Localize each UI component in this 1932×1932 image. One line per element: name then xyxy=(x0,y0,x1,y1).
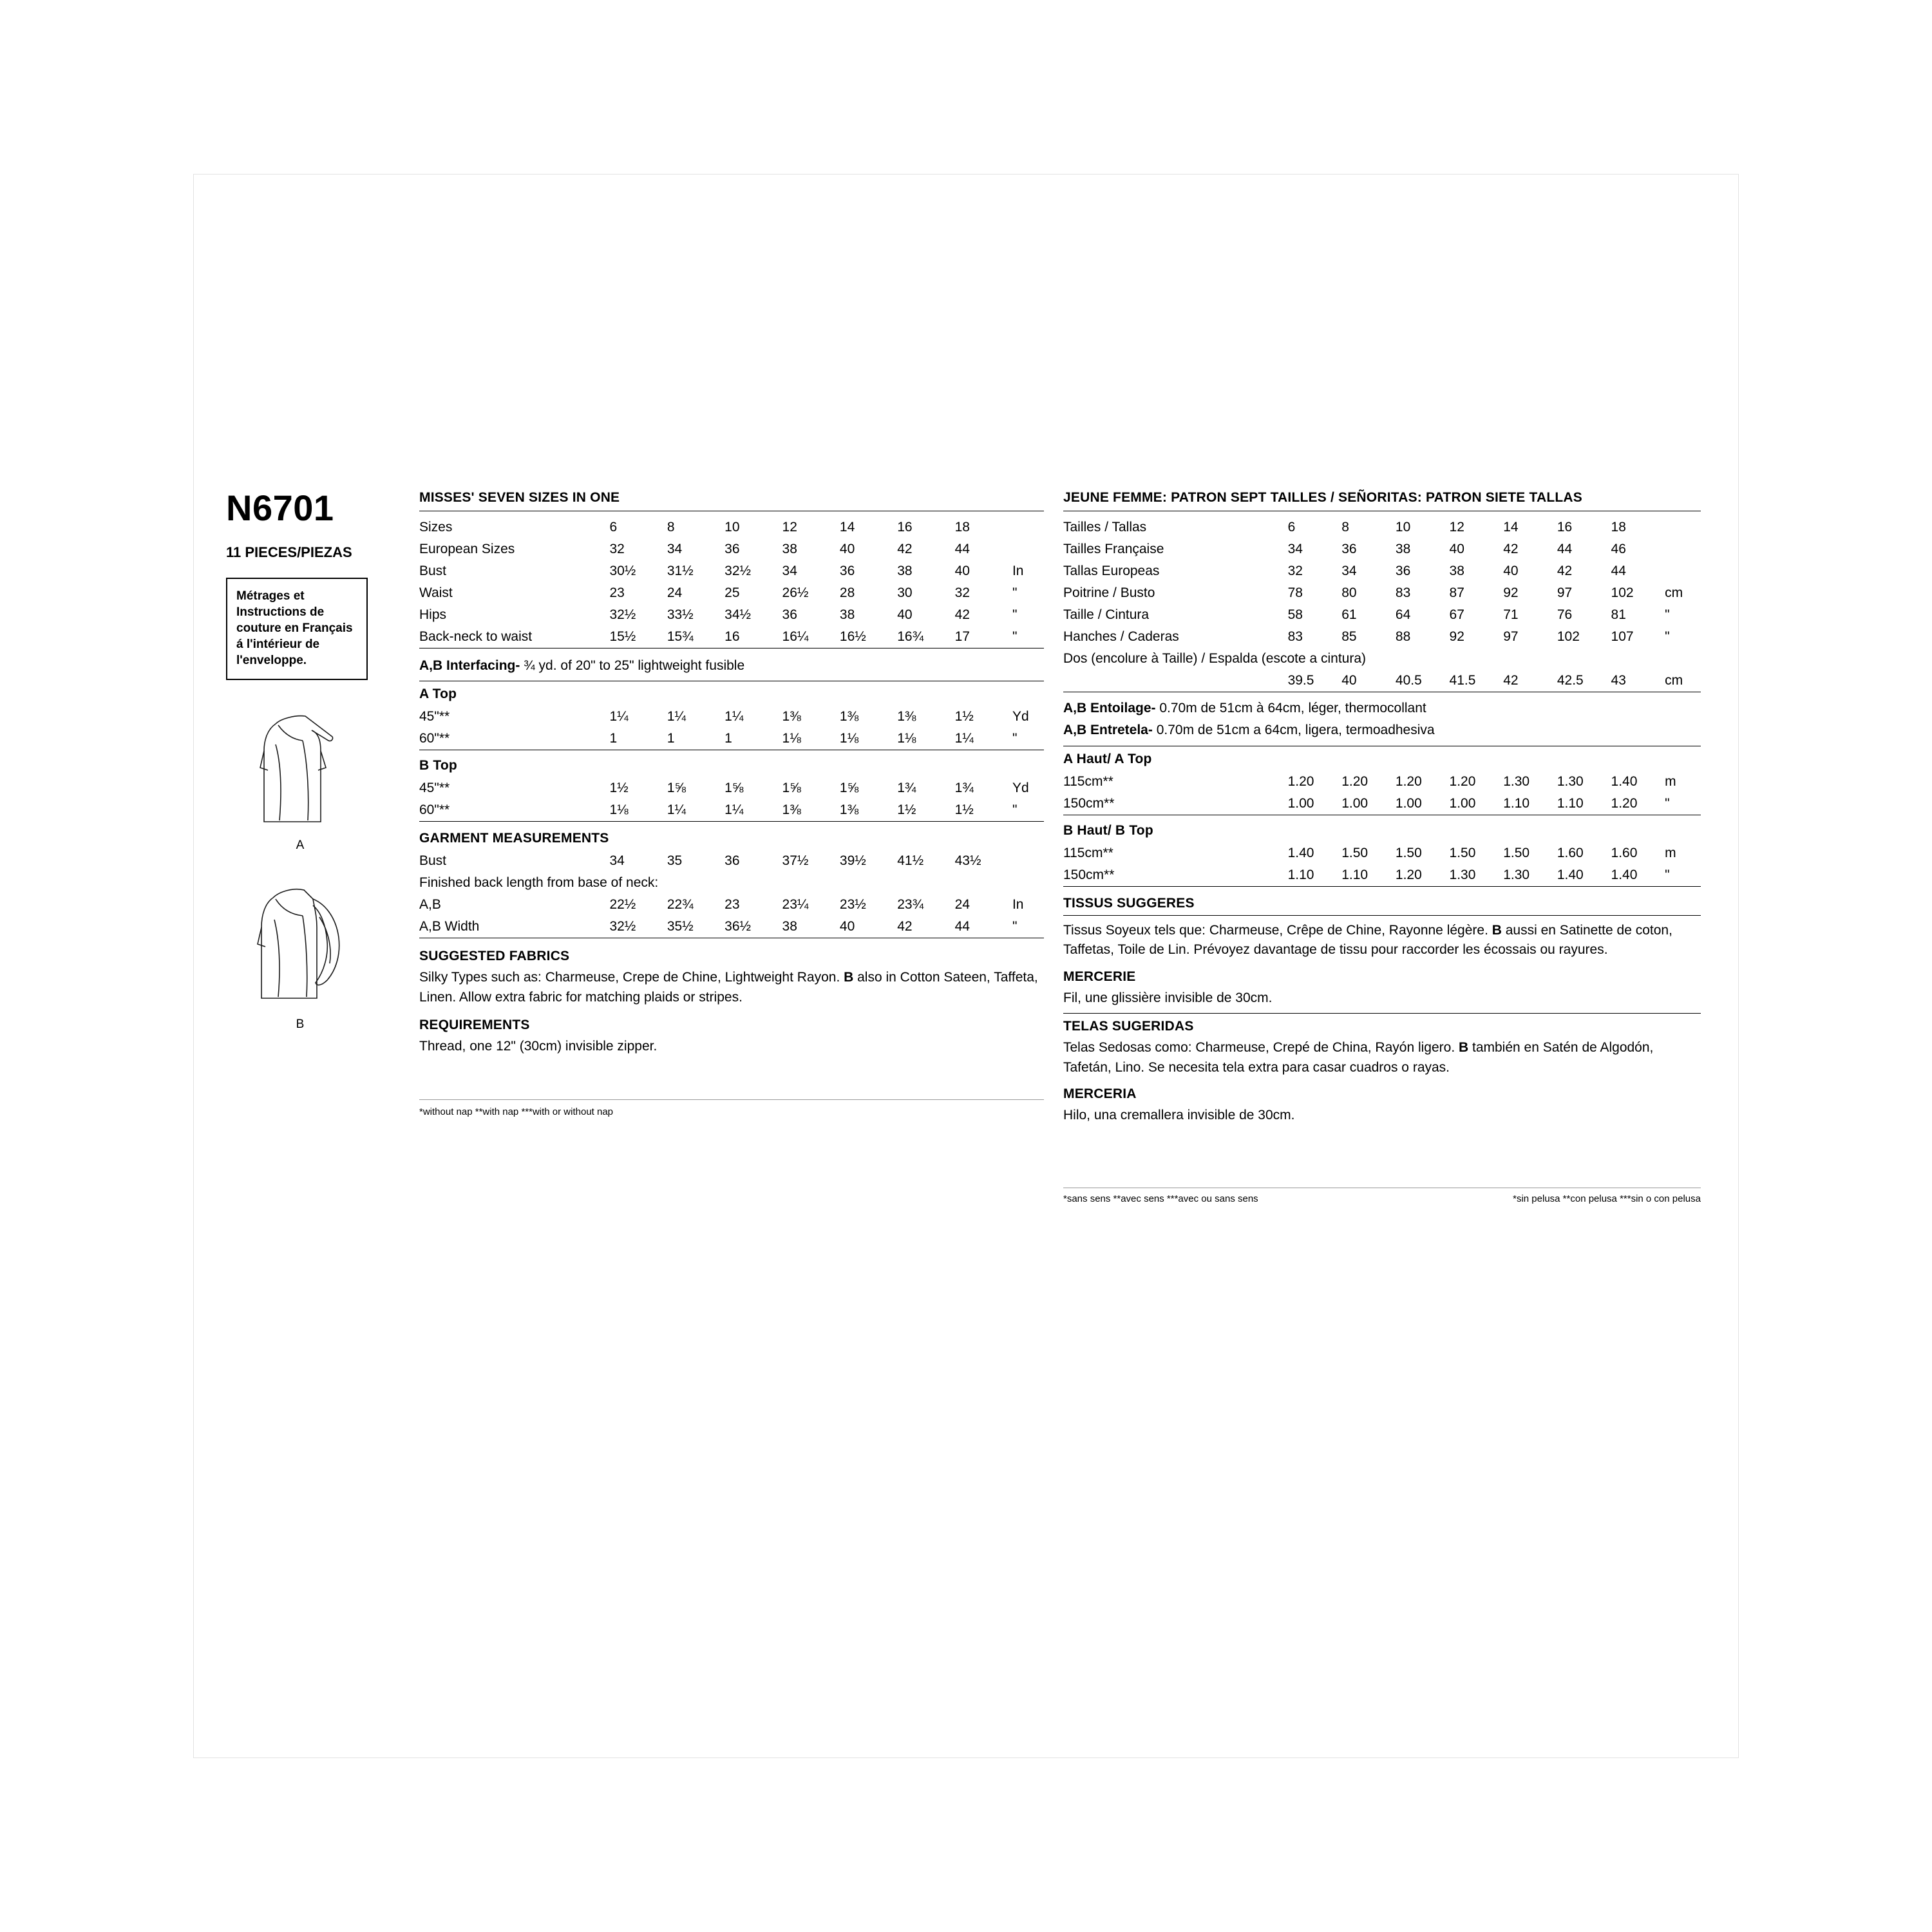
table-row: 150cm** 1.00 1.00 1.00 1.00 1.10 1.10 1.20 " xyxy=(1063,793,1701,815)
interfacing-value: ¾ yd. of 20" to 25" lightweight fusible xyxy=(520,658,745,673)
page-title: N6701 xyxy=(226,488,334,528)
table-row: European Sizes 32 34 36 38 40 42 44 xyxy=(419,538,1044,560)
b-haut-heading: B Haut/ B Top xyxy=(1063,822,1153,838)
row-label: European Sizes xyxy=(419,542,515,556)
suggested-fabrics-heading: SUGGESTED FABRICS xyxy=(419,949,570,964)
row-label: 150cm** xyxy=(1063,864,1288,887)
row-label: 45"** xyxy=(419,781,450,796)
table-row: 45"** 1¼ 1¼ 1¼ 1⅜ 1⅜ 1⅜ 1½ Yd xyxy=(419,706,1044,728)
mercerie-heading: MERCERIE xyxy=(1063,969,1136,984)
b-top-heading: B Top xyxy=(419,758,457,773)
garment-measurements-heading: GARMENT MEASUREMENTS xyxy=(419,831,609,846)
table-row: 115cm** 1.20 1.20 1.20 1.20 1.30 1.30 1.40 m xyxy=(1063,771,1701,793)
row-label: Bust xyxy=(419,853,447,869)
table-row: Hips 32½ 33½ 34½ 36 38 40 42 " xyxy=(419,604,1044,626)
telas-text: Telas Sedosas como: Charmeuse, Crepé de China, Rayón ligero. B también en Satén de Algodón, Tafetán, Lino. Se necesita tela extra para casar cuadros o rayas. xyxy=(1063,1040,1654,1075)
table-row: 60"** 1 1 1 1⅛ 1⅛ 1⅛ 1¼ " xyxy=(419,728,1044,750)
right-column-multilingual xyxy=(1063,490,1701,1204)
table-row: Taille / Cintura 58 61 64 67 71 76 81 " xyxy=(1063,604,1701,626)
table-row: Tallas Europeas 32 34 36 38 40 42 44 xyxy=(1063,560,1701,582)
finished-length-note: Finished back length from base of neck: xyxy=(419,875,659,891)
interfacing-label: A,B Interfacing- xyxy=(419,658,520,673)
garment-a-illustration xyxy=(236,706,365,835)
row-label: A,B xyxy=(419,897,441,913)
table-row: 39.5 40 40.5 41.5 42 42.5 43 cm xyxy=(1063,670,1701,692)
table-row xyxy=(1063,648,1701,670)
row-label: Hanches / Caderas xyxy=(1063,629,1179,644)
garment-measurements-table xyxy=(419,850,1044,938)
a-haut-heading: A Haut/ A Top xyxy=(1063,751,1152,766)
table-row: Tailles / Tallas 6 8 10 12 14 16 18 xyxy=(1063,516,1701,538)
spanish-footnote: *sin pelusa **con pelusa ***sin o con pelusa xyxy=(1513,1193,1701,1204)
middle-column-english xyxy=(419,490,1063,1119)
row-label: Sizes xyxy=(419,520,453,535)
requirements-heading: REQUIREMENTS xyxy=(419,1018,530,1033)
french-instructions-box: Métrages et Instructions de couture en Français á l'intérieur de l'enveloppe. xyxy=(226,578,368,680)
table-row xyxy=(419,872,1044,894)
mercerie-text: Fil, une glissière invisible de 30cm. xyxy=(1063,990,1273,1005)
table-row: Hanches / Caderas 83 85 88 92 97 102 107 " xyxy=(1063,626,1701,648)
row-label: Tallas Europeas xyxy=(1063,564,1160,578)
a-top-yardage-table xyxy=(419,706,1044,750)
table-row: 45"** 1½ 1⅝ 1⅝ 1⅝ 1⅝ 1¾ 1¾ Yd xyxy=(419,777,1044,799)
table-row: Waist 23 24 25 26½ 28 30 32 " xyxy=(419,582,1044,604)
row-label: 115cm** xyxy=(1063,845,1113,860)
metric-size-table xyxy=(1063,516,1701,692)
table-row: Bust 34 35 36 37½ 39½ 41½ 43½ xyxy=(419,850,1044,872)
row-label: A,B Width xyxy=(419,916,609,938)
row-label: Poitrine / Busto xyxy=(1063,585,1155,600)
a-haut-metrage-table xyxy=(1063,771,1701,815)
figure-a xyxy=(226,706,374,853)
table-row: Bust 30½ 31½ 32½ 34 36 38 40 In xyxy=(419,560,1044,582)
pieces-count: 11 PIECES/PIEZAS xyxy=(226,544,352,560)
figure-a-caption: A xyxy=(296,838,305,853)
row-label: Tailles Française xyxy=(1063,542,1164,556)
table-row: Poitrine / Busto 78 80 83 87 92 97 102 cm xyxy=(1063,582,1701,604)
interfacing-line xyxy=(419,656,1044,676)
english-heading: MISSES' SEVEN SIZES IN ONE xyxy=(419,490,620,505)
row-label: 60"** xyxy=(419,799,609,822)
table-row: Sizes 6 8 10 12 14 16 18 xyxy=(419,516,1044,538)
row-label: 45"** xyxy=(419,709,450,724)
entoilage-line: A,B Entoilage- 0.70m de 51cm à 64cm, léger, thermocollant xyxy=(1063,701,1426,715)
requirements-text: Thread, one 12" (30cm) invisible zipper. xyxy=(419,1039,658,1054)
row-label: 115cm** xyxy=(1063,773,1113,789)
b-haut-metrage-table xyxy=(1063,842,1701,887)
a-top-heading: A Top xyxy=(419,687,457,702)
row-label: Waist xyxy=(419,585,453,600)
table-row: 60"** 1⅛ 1¼ 1¼ 1⅜ 1⅜ 1½ 1½ " xyxy=(419,799,1044,822)
row-label: Back-neck to waist xyxy=(419,626,609,649)
english-footnote: *without nap **with nap ***with or without nap xyxy=(419,1106,614,1117)
content-area xyxy=(226,490,1707,1204)
row-label: Bust xyxy=(419,564,447,578)
figure-b-caption: B xyxy=(296,1018,305,1032)
table-row: Tailles Française 34 36 38 40 42 44 46 xyxy=(1063,538,1701,560)
english-size-table xyxy=(419,516,1044,649)
merceria-heading: MERCERIA xyxy=(1063,1086,1137,1102)
telas-heading: TELAS SUGERIDAS xyxy=(1063,1019,1194,1034)
suggested-fabrics-text: Silky Types such as: Charmeuse, Crepe de Chine, Lightweight Rayon. B also in Cotton Sateen, Taffeta, Linen. Allow extra fabric for matching plaids or stripes. xyxy=(419,970,1038,1005)
table-row: A,B Width 32½ 35½ 36½ 38 40 42 44 " xyxy=(419,916,1044,938)
left-column xyxy=(226,490,419,1032)
multilingual-footnotes xyxy=(1063,1193,1701,1204)
entretela-line: A,B Entretela- 0.70m de 51cm a 64cm, ligera, termoadhesiva xyxy=(1063,723,1435,738)
multilingual-heading: JEUNE FEMME: PATRON SEPT TAILLES / SEÑORITAS: PATRON SIETE TALLAS xyxy=(1063,490,1582,505)
row-label: Hips xyxy=(419,607,447,622)
row-label: 150cm** xyxy=(1063,793,1288,815)
row-label: Tailles / Tallas xyxy=(1063,520,1147,535)
figure-b xyxy=(226,878,374,1032)
row-label: 60"** xyxy=(419,728,609,750)
back-length-note: Dos (encolure à Taille) / Espalda (escote a cintura) xyxy=(1063,651,1367,666)
table-row: A,B 22½ 22¾ 23 23¼ 23½ 23¾ 24 In xyxy=(419,894,1044,916)
pattern-envelope-back xyxy=(193,174,1739,1758)
table-row: 115cm** 1.40 1.50 1.50 1.50 1.50 1.60 1.60 m xyxy=(1063,842,1701,864)
b-top-yardage-table xyxy=(419,777,1044,822)
merceria-text: Hilo, una cremallera invisible de 30cm. xyxy=(1063,1108,1295,1123)
table-row: 150cm** 1.10 1.10 1.20 1.30 1.30 1.40 1.40 " xyxy=(1063,864,1701,887)
tissus-heading: TISSUS SUGGERES xyxy=(1063,895,1195,911)
row-label: Taille / Cintura xyxy=(1063,607,1150,622)
tissus-text: Tissus Soyeux tels que: Charmeuse, Crêpe de Chine, Rayonne légère. B aussi en Satinette de coton, Taffetas, Toile de Lin. Prévoyez davantage de tissu pour raccorder les écossais ou rayures. xyxy=(1063,922,1672,958)
french-footnote: *sans sens **avec sens ***avec ou sans sens xyxy=(1063,1193,1258,1204)
table-row: Back-neck to waist 15½ 15¾ 16 16¼ 16½ 16¾ 17 " xyxy=(419,626,1044,649)
garment-b-illustration xyxy=(236,878,365,1014)
